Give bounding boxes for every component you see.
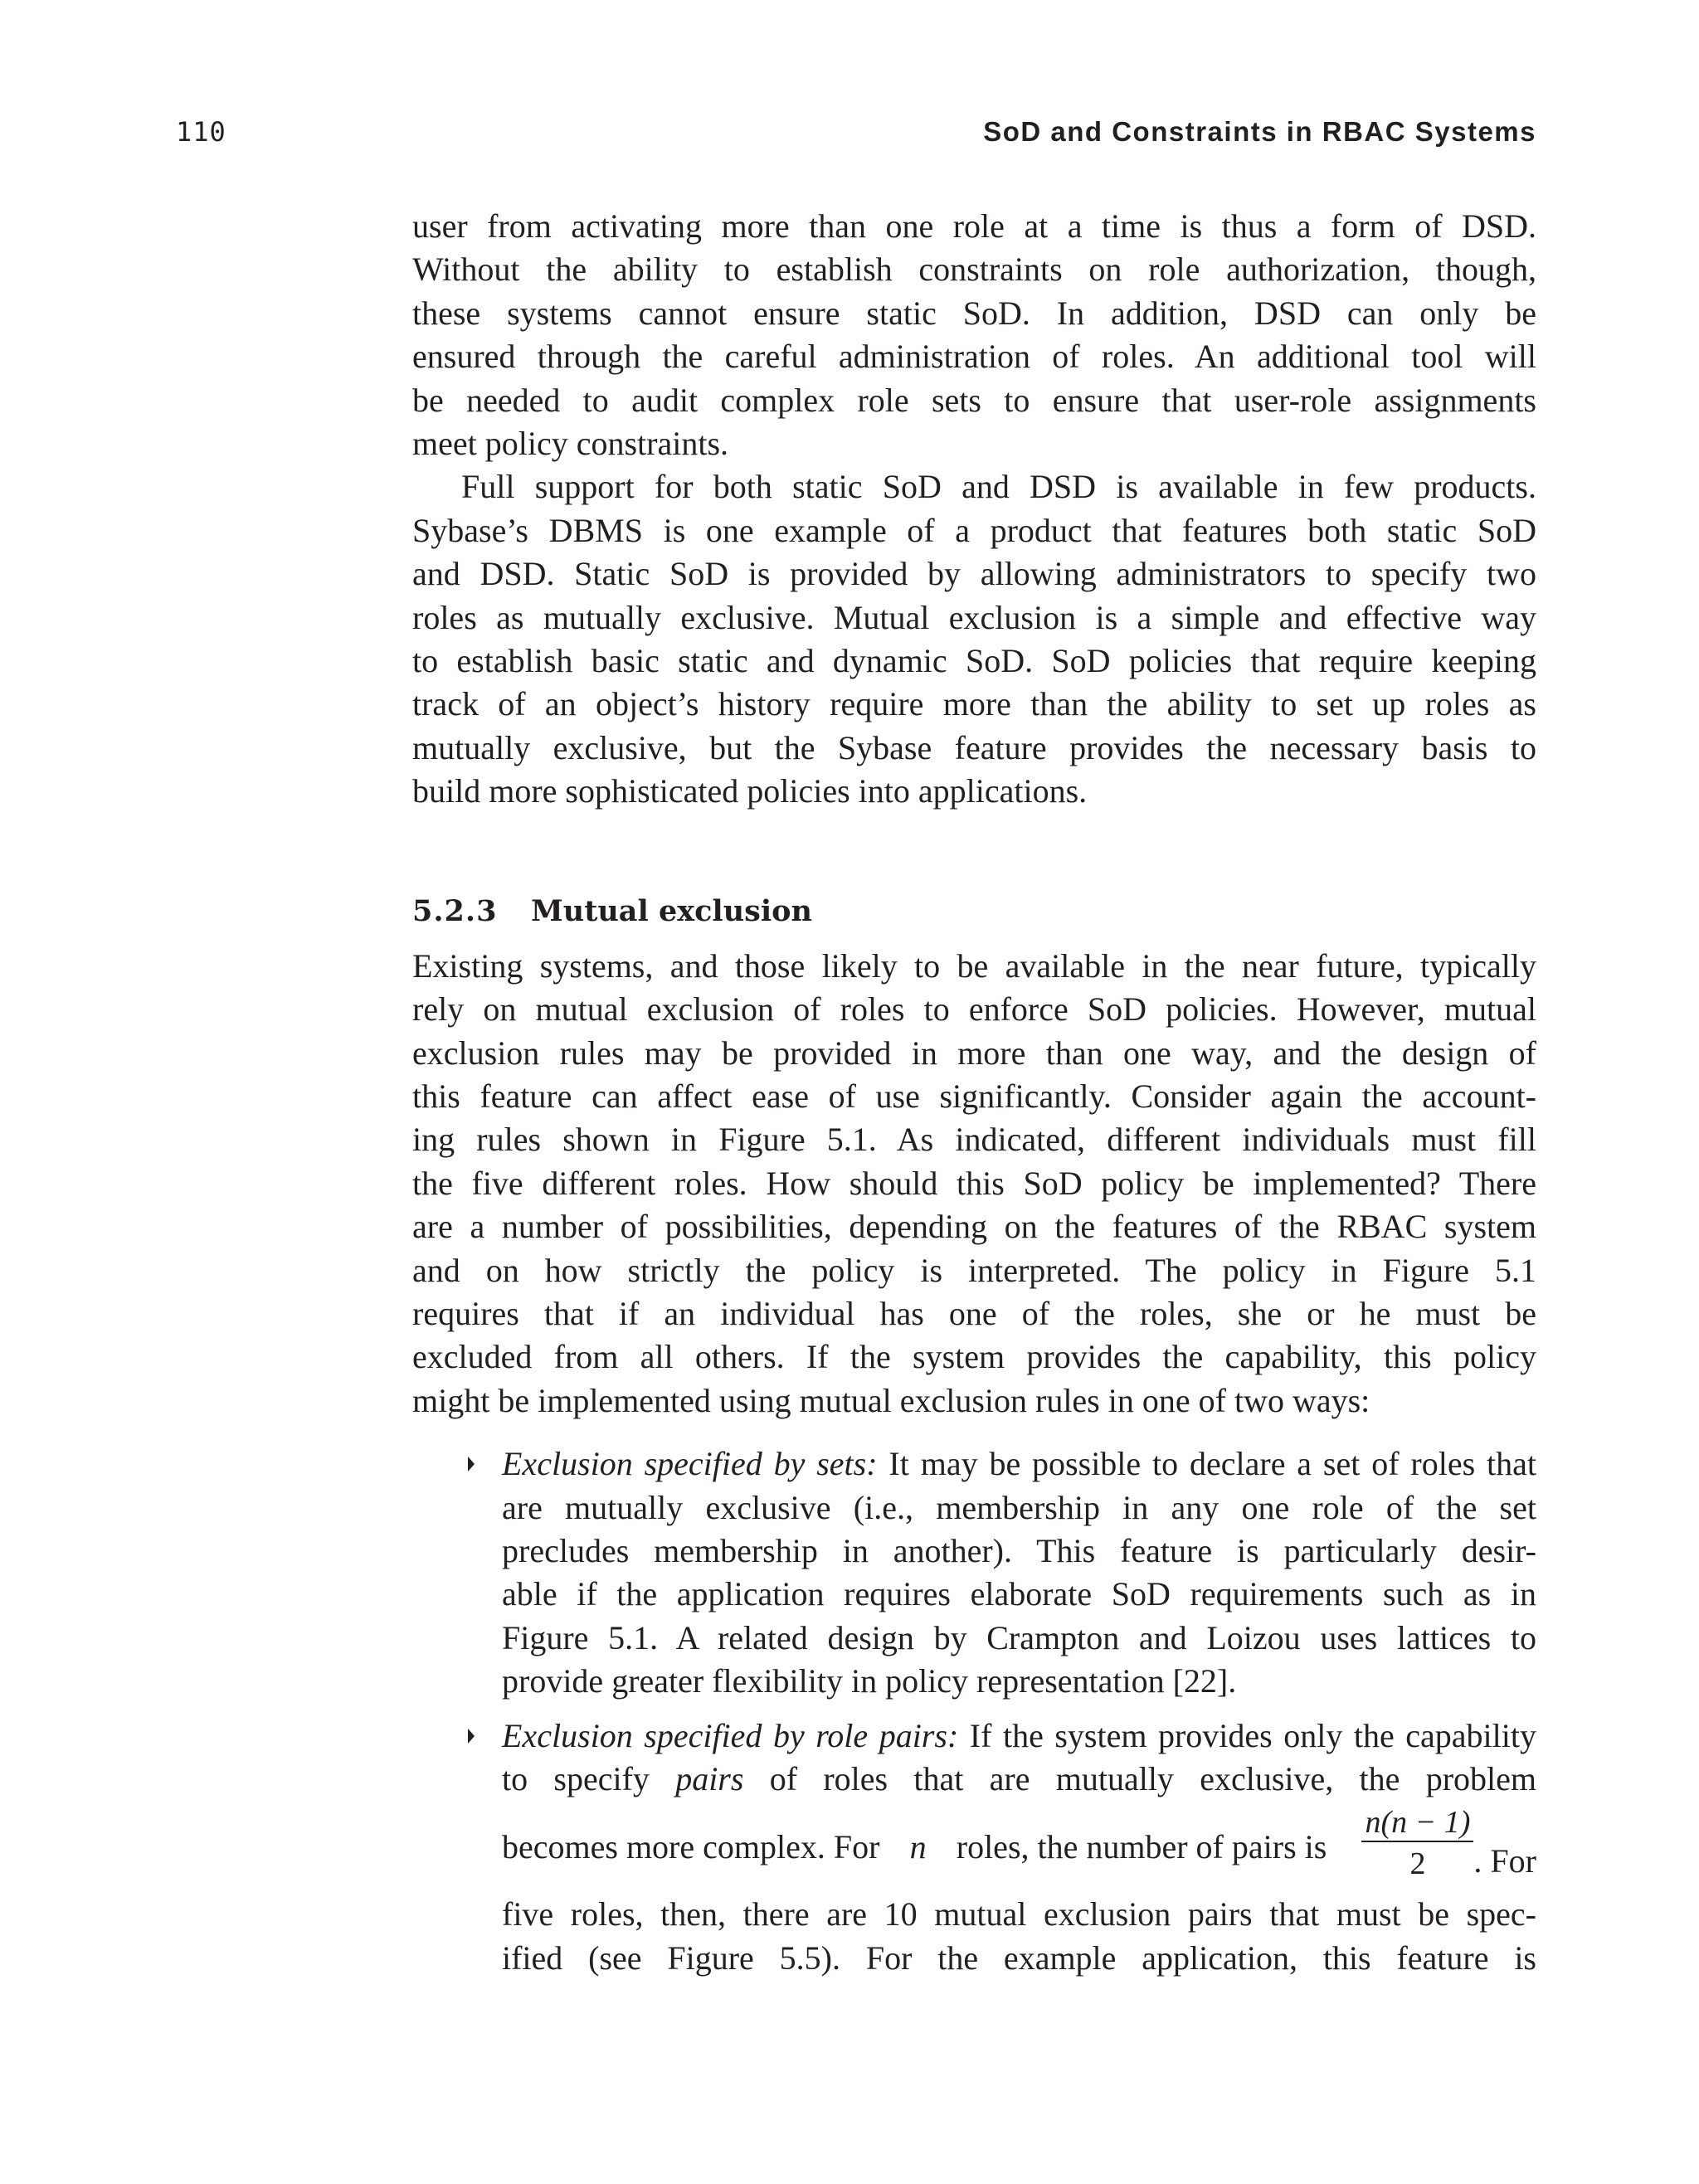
text-line: exclusion rules may be provided in more than one way, and the design of — [412, 1034, 1536, 1072]
text-line: are mutually exclusive (i.e., membership in any one role of the set — [502, 1488, 1536, 1526]
section-title: Mutual exclusion — [531, 893, 812, 928]
bullet-term: Exclusion specified by sets: — [502, 1445, 878, 1483]
fraction — [1361, 1804, 1473, 1882]
text-line: Existing systems, and those likely to be available in the near future, typically — [412, 946, 1536, 985]
text-line: requires that if an individual has one of the roles, she or he must be — [412, 1294, 1536, 1332]
text-line: the five different roles. How should this SoD policy be implemented? There — [412, 1164, 1536, 1202]
bullet-arrow-icon — [468, 1729, 475, 1744]
text-line: build more sophisticated policies into applications. — [412, 772, 1088, 810]
body-text — [412, 205, 1536, 2013]
text-fragment: to specify — [502, 1760, 650, 1797]
text-line: are a number of possibilities, depending on the features of the RBAC system — [412, 1208, 1536, 1246]
emphasis-pairs: pairs — [675, 1760, 744, 1797]
text-line: excluded from all others. If the system provides the capability, this policy — [412, 1338, 1536, 1376]
text-line: rely on mutual exclusion of roles to enforce SoD policies. However, mutual — [412, 990, 1536, 1029]
text-line: these systems cannot ensure static SoD. In addition, DSD can only be — [412, 294, 1536, 332]
text-line: this feature can affect ease of use significantly. Consider again the account- — [412, 1077, 1536, 1115]
text-line: ensured through the careful administration of roles. An additional tool will — [412, 338, 1536, 376]
page-number: 110 — [176, 116, 226, 148]
text-line: five roles, then, there are 10 mutual exclusion pairs that must be spec- — [502, 1895, 1536, 1933]
text-line: precludes membership in another). This feature is particularly desir- — [502, 1531, 1536, 1569]
variable-n: n — [909, 1828, 927, 1866]
text-fragment: roles, the number of pairs is — [956, 1828, 1327, 1866]
formula-text — [502, 1805, 1536, 1904]
fraction-numerator: n(n − 1) — [1361, 1804, 1473, 1842]
bullet-arrow-icon — [468, 1457, 475, 1471]
text-line: be needed to audit complex role sets to ensure that user-role assignments — [412, 381, 1536, 419]
bullet-exclusion-by-role-pairs — [412, 1715, 1536, 1981]
text-line: Figure 5.1. A related design by Crampton and Loizou uses lattices to — [502, 1618, 1536, 1656]
text-line: meet policy constraints. — [412, 425, 729, 463]
text-line — [502, 1715, 1536, 1758]
text-fragment: becomes more complex. For — [502, 1828, 880, 1866]
text-line: ified (see Figure 5.5). For the example application, this feature is — [502, 1938, 1536, 1977]
text-line: and DSD. Static SoD is provided by allowing administrators to specify two — [412, 555, 1536, 593]
chapter-title: SoD and Constraints in RBAC Systems — [983, 116, 1536, 147]
running-head — [176, 116, 1536, 158]
text-line: ing rules shown in Figure 5.1. As indicated, different individuals must fill — [412, 1121, 1536, 1159]
paragraph-dsd-constraints — [412, 205, 1536, 465]
text-line: to establish basic static and dynamic SoD. SoD policies that require keeping — [412, 642, 1536, 680]
text-line: mutually exclusive, but the Sybase feature provides the necessary basis to — [412, 728, 1536, 766]
text-line: track of an object’s history require more than the ability to set up roles as — [412, 685, 1536, 723]
text-line: user from activating more than one role at a time is thus a form of DSD. — [412, 207, 1536, 245]
bullet-text: If the system provides only the capability — [969, 1716, 1537, 1754]
bullet-text: It may be possible to declare a set of roles that — [888, 1445, 1536, 1483]
text-line: Without the ability to establish constraints on role authorization, though, — [412, 251, 1536, 289]
text-line: Sybase’s DBMS is one example of a product that features both static SoD — [412, 511, 1536, 549]
formula-line — [502, 1802, 1536, 1886]
text-fragment: . For — [1473, 1842, 1536, 1880]
paragraph-mutual-exclusion — [412, 945, 1536, 1423]
text-line: Full support for both static SoD and DSD is available in few products. — [461, 468, 1536, 506]
text-line — [502, 1758, 1536, 1801]
text-line: and on how strictly the policy is interpreted. The policy in Figure 5.1 — [412, 1251, 1536, 1289]
text-line — [502, 1442, 1536, 1486]
text-line: provide greater flexibility in policy representation [22]. — [502, 1662, 1237, 1700]
text-line: roles as mutually exclusive. Mutual exclusion is a simple and effective way — [412, 598, 1536, 636]
bullet-term: Exclusion specified by role pairs: — [502, 1716, 959, 1754]
paragraph-sybase-support — [412, 465, 1536, 813]
bullet-list — [412, 1442, 1536, 1980]
text-line: able if the application requires elaborate SoD requirements such as in — [502, 1575, 1536, 1613]
fraction-denominator: 2 — [1409, 1846, 1426, 1882]
bullet-exclusion-by-sets — [412, 1442, 1536, 1703]
section-heading — [412, 890, 1536, 933]
text-line: might be implemented using mutual exclusion rules in one of two ways: — [412, 1381, 1370, 1419]
text-fragment: of roles that are mutually exclusive, the problem — [769, 1760, 1536, 1797]
pair-count-formula — [1356, 1805, 1536, 1904]
section-number: 5.2.3 — [412, 893, 498, 928]
